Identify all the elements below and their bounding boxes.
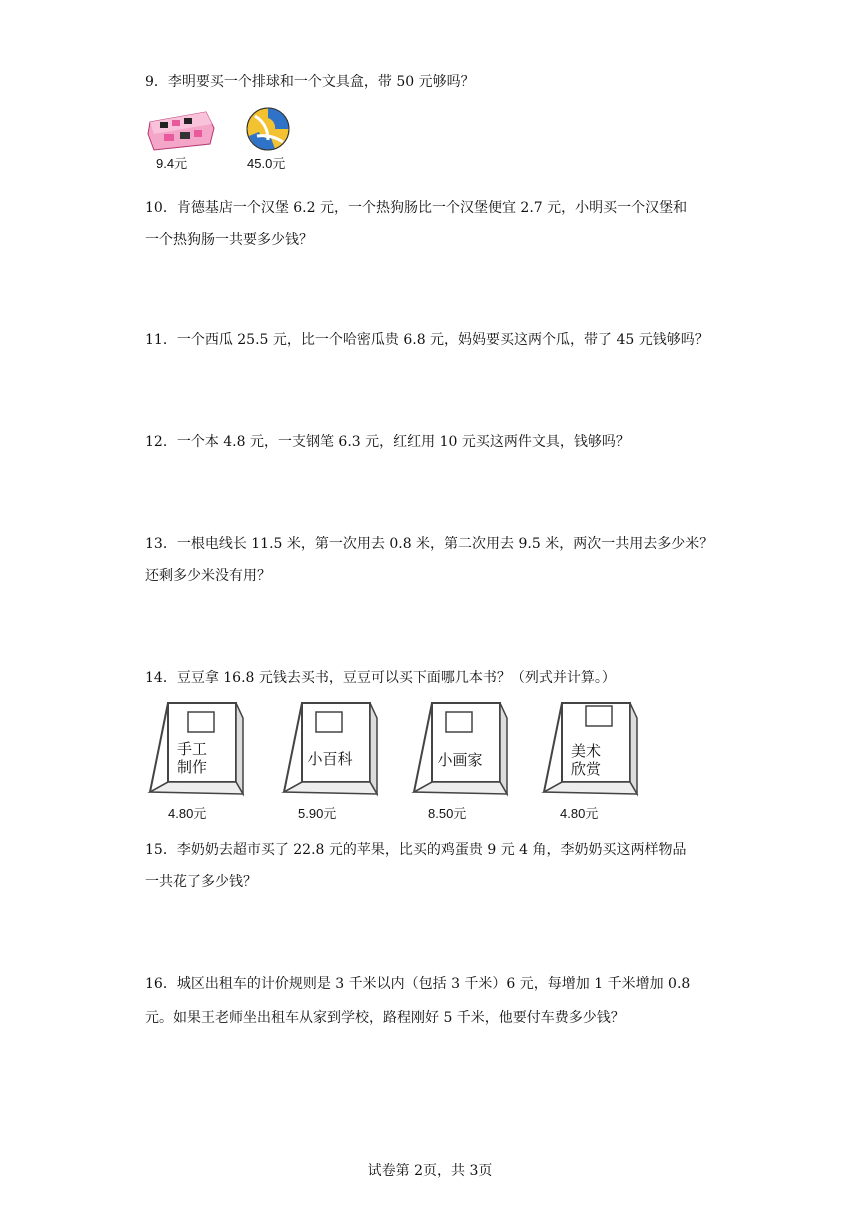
book-title (166, 740, 218, 776)
book-title-line2: 制作 (176, 758, 207, 776)
book-title-line1: 美术 (570, 742, 601, 760)
question-11: 11．一个西瓜 25.5 元，比一个哈密瓜贵 6.8 元，妈妈要买这两个瓜，带了 45 元钱够吗？ (145, 332, 709, 348)
book-title-line2: 欣赏 (570, 760, 601, 778)
book-title (424, 751, 496, 769)
volleyball-icon (245, 106, 291, 152)
question-13-line2: 还剩多少米没有用？ (145, 568, 271, 584)
book-little-painter-price: 8.50元 (428, 806, 467, 821)
pencil-case-price: 9.4元 (156, 156, 188, 171)
question-10-line1: 10．肯德基店一个汉堡 6.2 元，一个热狗肠比一个汉堡便宜 2.7 元，小明买一个汉堡和 (145, 200, 688, 216)
pencil-case-figure (146, 108, 216, 152)
book-little-painter (410, 700, 510, 800)
volleyball-price: 45.0元 (247, 156, 286, 171)
question-9: 9．李明要买一个排球和一个文具盒，带 50 元够吗？ (145, 74, 475, 90)
book-title (562, 742, 610, 778)
question-13-line1: 13．一根电线长 11.5 米，第一次用去 0.8 米，第二次用去 9.5 米，两次一共用去多少米？ (145, 536, 714, 552)
question-16-line2: 元。如果王老师坐出租车从家到学校，路程刚好 5 千米，他要付车费多少钱？ (145, 1010, 625, 1026)
question-15-line2: 一共花了多少钱？ (145, 874, 257, 890)
book-title-line1: 手工 (176, 740, 207, 758)
volleyball-figure (245, 106, 291, 152)
book-title-line1: 小百科 (307, 750, 353, 768)
book-handcraft (146, 700, 246, 800)
book-title-line1: 小画家 (437, 751, 483, 769)
book-icon (410, 700, 510, 800)
book-encyclopedia (280, 700, 380, 800)
book-art-appreciation-price: 4.80元 (560, 806, 599, 821)
book-handcraft-price: 4.80元 (168, 806, 207, 821)
book-encyclopedia-price: 5.90元 (298, 806, 337, 821)
pencil-case-icon (146, 108, 216, 152)
question-12: 12．一个本 4.8 元，一支钢笔 6.3 元，红红用 10 元买这两件文具，钱够吗？ (145, 434, 630, 450)
question-15-line1: 15．李奶奶去超市买了 22.8 元的苹果，比买的鸡蛋贵 9 元 4 角，李奶奶买这两样物品 (145, 842, 687, 858)
page-footer: 试卷第 2页，共 3页 (367, 1163, 493, 1179)
question-14: 14．豆豆拿 16.8 元钱去买书，豆豆可以买下面哪几本书？（列式并计算。） (145, 670, 616, 686)
question-10-line2: 一个热狗肠一共要多少钱？ (145, 232, 313, 248)
book-title (294, 750, 366, 768)
book-art-appreciation (540, 700, 640, 800)
question-16-line1: 16．城区出租车的计价规则是 3 千米以内（包括 3 千米）6 元，每增加 1 千米增加 0.8 (145, 976, 691, 992)
